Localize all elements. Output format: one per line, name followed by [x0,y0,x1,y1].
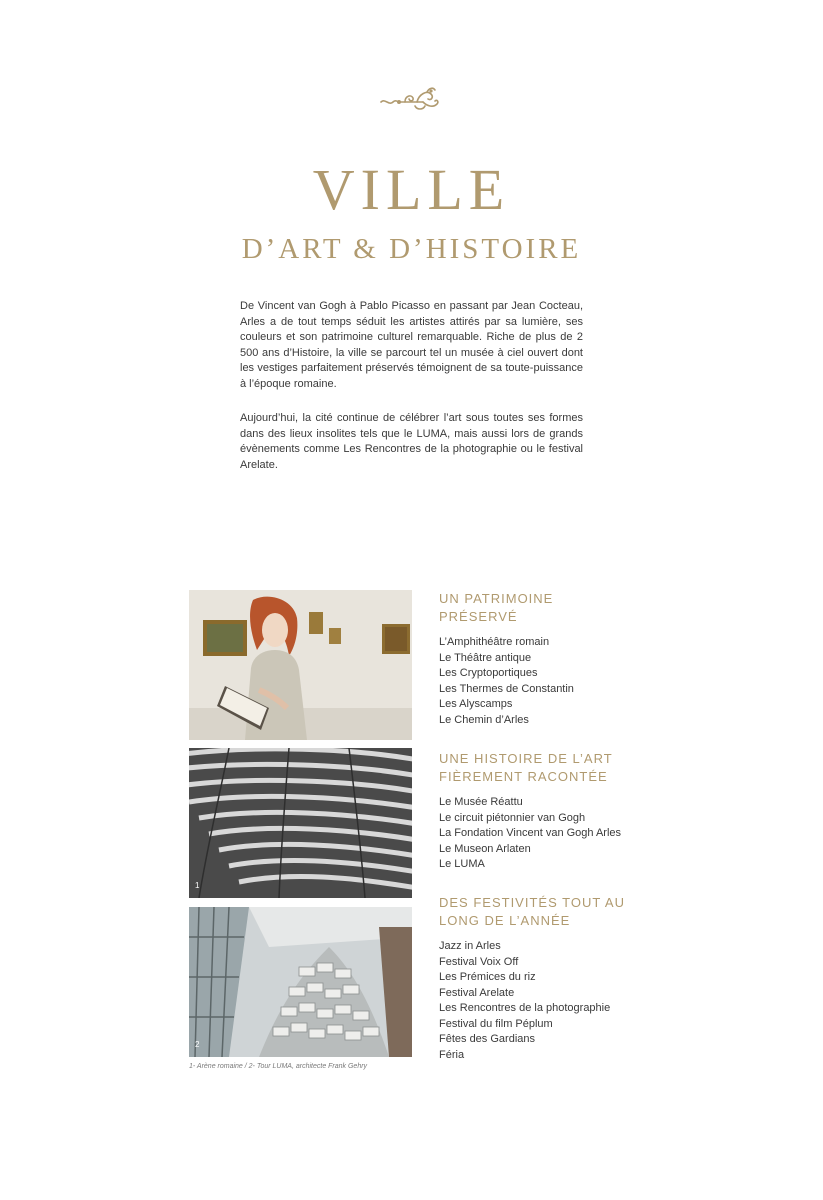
section-title: UNE HISTOIRE DE L’ART FIÈREMENT RACONTÉE [439,751,613,784]
intro-paragraph: De Vincent van Gogh à Pablo Picasso en passant par Jean Cocteau, Arles a de tout temps séduit les artistes attirés par sa lumière, ses couleurs et son patrimoine culturel remarquable. Riche de plus de 2 500 ans d’Histoire, la ville se parcourt tel un musée à ciel ouvert dont les vestiges parfaitement préservés témoignent de sa toute-puissance à l’époque romaine. [240,300,583,390]
list-item: Féria [439,1048,465,1061]
list-item: Festival Arelate [439,986,515,999]
photo-number: 1 [195,881,200,890]
list-item: Les Alyscamps [439,698,513,710]
list-item: Les Prémices du riz [439,971,536,983]
list-item: Les Rencontres de la photographie [439,1002,611,1014]
list-item: Le Chemin d’Arles [439,713,529,726]
list-item: L’Amphithéâtre romain [439,636,550,648]
fleuron-ornament-icon [379,84,443,116]
list-item: La Fondation Vincent van Gogh Arles [439,827,622,839]
page-title: VILLE [312,157,511,222]
photo-caption: 1- Arène romaine / 2- Tour LUMA, architecte Frank Gehry [189,1063,368,1070]
section-heritage [439,590,679,728]
list-item: Le Théâtre antique [439,651,532,664]
list-item: Le Musée Réattu [439,796,523,808]
intro-paragraph: Aujourd’hui, la cité continue de célébrer l’art sous toutes ses formes dans des lieux insolites tels que le LUMA, mais aussi lors de grands évènements comme Les Rencontres de la photographie ou le festival Arelate. [240,412,583,471]
page-subtitle: D’ART & D’HISTOIRE [241,233,582,265]
intro-text [240,299,583,492]
list-item: Jazz in Arles [439,940,501,952]
list-item: Les Thermes de Constantin [439,682,574,695]
photo-number: 2 [195,1040,200,1049]
list-item: Fêtes des Gardians [439,1033,535,1045]
list-item: Le Museon Arlaten [439,842,531,855]
luma-tower-photo [189,907,412,1057]
section-art-history [439,750,679,873]
section-list [439,635,679,728]
list-item: Le LUMA [439,858,485,870]
list-item: Les Cryptoportiques [439,667,538,679]
list-item: Le circuit piétonnier van Gogh [439,811,586,824]
roman-arena-photo [189,748,412,898]
section-title: UN PATRIMOINE PRÉSERVÉ [439,591,554,624]
list-item: Festival Voix Off [439,955,519,968]
museum-sketching-photo [189,590,412,740]
section-festivities [439,894,679,1063]
section-list [439,939,679,1063]
list-item: Festival du film Péplum [439,1017,553,1030]
section-list [439,795,679,873]
section-title: DES FESTIVITÉS TOUT AU LONG DE L’ANNÉE [439,895,625,928]
